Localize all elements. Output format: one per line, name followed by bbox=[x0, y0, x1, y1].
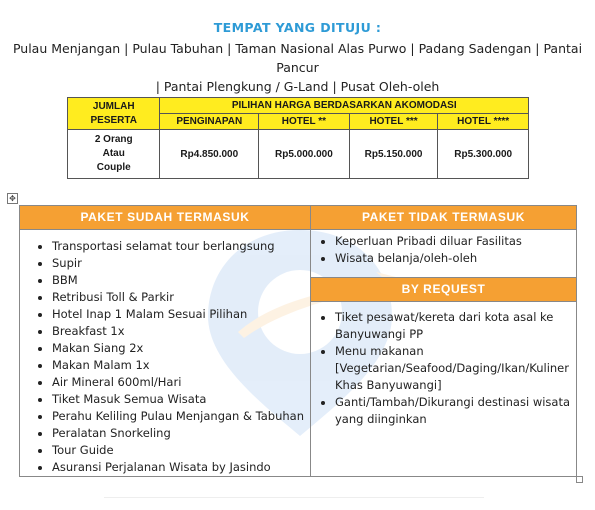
list-item: • Transportasi selamat tour berlangsung bbox=[52, 238, 310, 255]
peserta-header-line-1: JUMLAH bbox=[92, 100, 135, 112]
package-box bbox=[19, 205, 577, 477]
price-penginapan: Rp4.850.000 bbox=[160, 130, 259, 179]
price-hotel-2: Rp5.000.000 bbox=[259, 130, 350, 179]
peserta-header bbox=[68, 98, 160, 130]
list-item: • Keperluan Pribadi diluar Fasilitas bbox=[335, 233, 576, 250]
col-hotel-2: HOTEL ** bbox=[259, 114, 350, 130]
destinations-heading: TEMPAT YANG DITUJU : bbox=[213, 20, 382, 35]
included-title: PAKET SUDAH TERMASUK bbox=[20, 206, 310, 230]
list-item: • Peralatan Snorkeling bbox=[52, 425, 310, 442]
list-item: • Breakfast 1x bbox=[52, 323, 310, 340]
request-list bbox=[311, 302, 576, 428]
price-hotel-4: Rp5.300.000 bbox=[438, 130, 529, 179]
destinations-list bbox=[6, 39, 589, 96]
excluded-column bbox=[311, 206, 576, 476]
included-column bbox=[20, 206, 311, 476]
peserta-header-line-2: PESERTA bbox=[90, 114, 137, 126]
price-table bbox=[67, 97, 529, 179]
col-hotel-4: HOTEL **** bbox=[438, 114, 529, 130]
list-item: • Tiket pesawat/kereta dari kota asal ke Banyuwangi PP bbox=[335, 309, 570, 343]
resize-handle-icon[interactable] bbox=[576, 476, 583, 483]
excluded-list bbox=[311, 230, 576, 277]
col-penginapan: PENGINAPAN bbox=[160, 114, 259, 130]
request-title: BY REQUEST bbox=[311, 277, 576, 302]
list-item: • Tour Guide bbox=[52, 442, 310, 459]
list-item: • Tiket Masuk Semua Wisata bbox=[52, 391, 310, 408]
price-hotel-3: Rp5.150.000 bbox=[349, 130, 438, 179]
list-item: • Makan Siang 2x bbox=[52, 340, 310, 357]
peserta-cell bbox=[68, 130, 160, 179]
list-item: • Perahu Keliling Pulau Menjangan & Tabuhan bbox=[52, 408, 310, 425]
included-list bbox=[20, 230, 310, 476]
list-item: • Hotel Inap 1 Malam Sesuai Pilihan bbox=[52, 306, 310, 323]
peserta-line-1: 2 Orang bbox=[94, 134, 133, 145]
list-item: • Wisata belanja/oleh-oleh bbox=[335, 250, 576, 267]
move-handle-icon[interactable]: ✥ bbox=[7, 193, 18, 204]
excluded-title: PAKET TIDAK TERMASUK bbox=[311, 206, 576, 230]
akomodasi-header: PILIHAN HARGA BERDASARKAN AKOMODASI bbox=[160, 98, 529, 114]
list-item: • Retribusi Toll & Parkir bbox=[52, 289, 310, 306]
list-item: • Makan Malam 1x bbox=[52, 357, 310, 374]
col-hotel-3: HOTEL *** bbox=[349, 114, 438, 130]
peserta-line-2: Atau bbox=[102, 148, 125, 159]
list-item: • Air Mineral 600ml/Hari bbox=[52, 374, 310, 391]
list-item: • Supir bbox=[52, 255, 310, 272]
list-item: • Menu makanan [Vegetarian/Seafood/Daging/Ikan/Kuliner Khas Banyuwangi] bbox=[335, 343, 570, 394]
list-item: • Ganti/Tambah/Dikurangi destinasi wisata yang diinginkan bbox=[335, 394, 570, 428]
divider bbox=[104, 497, 484, 498]
list-item: • BBM bbox=[52, 272, 310, 289]
destinations-line-1: Pulau Menjangan | Pulau Tabuhan | Taman Nasional Alas Purwo | Padang Sadengan | Pantai Pancur bbox=[12, 41, 583, 75]
destinations-line-2: | Pantai Plengkung / G-Land | Pusat Oleh-oleh bbox=[155, 79, 440, 94]
list-item: • Asuransi Perjalanan Wisata by Jasindo bbox=[52, 459, 310, 476]
peserta-line-3: Couple bbox=[96, 162, 131, 173]
